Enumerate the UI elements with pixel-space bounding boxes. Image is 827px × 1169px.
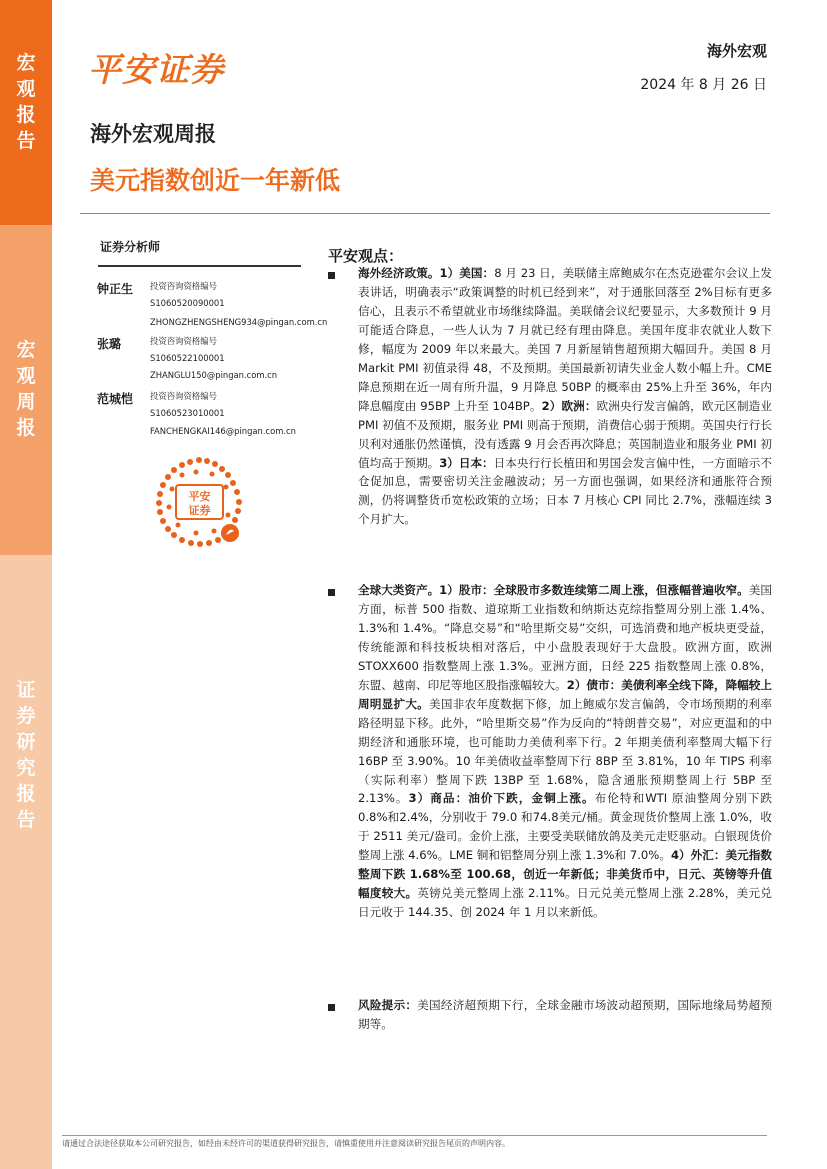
- report-title: 美元指数创近一年新低: [90, 166, 341, 195]
- view-global-assets: [358, 581, 772, 922]
- analyst-name: 张璐: [97, 337, 122, 351]
- cert-label: 投资咨询资格编号: [150, 336, 217, 346]
- view-lead: 3）商品：油价下跌，金铜上涨。: [408, 791, 595, 806]
- sidebar-report-class: [0, 555, 52, 1169]
- view-risk: [358, 996, 772, 1034]
- analyst-name: 范城恺: [97, 392, 134, 406]
- view-text: 美国经济超预期下行，全球金融市场波动超预期，国际地缘局势超预期等。: [358, 998, 772, 1031]
- header-divider: [80, 213, 770, 214]
- cert-number: S1060520090001: [150, 298, 225, 308]
- qr-label-top: 平安: [188, 490, 211, 503]
- footer-divider: [62, 1135, 767, 1136]
- qr-code[interactable]: [152, 455, 247, 550]
- sidebar-report-series: [0, 225, 52, 555]
- view-lead: 2）债市：美债利率全线下降，降幅较上周明显扩大。: [358, 677, 772, 711]
- view-text: 英镑兑美元整周上涨 2.11%。日元兑美元整周上涨 2.28%，美元兑日元收于 144.35、创 2024 年 1 月以来新低。: [358, 886, 772, 920]
- sidebar-label-3: 证 券 研 究 报 告: [16, 679, 36, 831]
- company-logo: 平安证券: [88, 50, 224, 89]
- analyst-name: 钟正生: [97, 282, 134, 296]
- footer-disclaimer: 请通过合法途径获取本公司研究报告，如经由未经许可的渠道获得研究报告，请慎重使用并注意阅读研究报告尾页的声明内容。: [62, 1139, 510, 1148]
- analyst-email[interactable]: FANCHENGKAI146@pingan.com.cn: [150, 426, 296, 436]
- analysts-heading: 证券分析师: [100, 240, 161, 254]
- view-text: 日本央行行长植田和男国会发言偏中性，一方面暗示不仓促加息，需要密切关注金融波动；另一方面也强调，如果经济和通胀符合预测，仍将调整货币宽松政策的立场；日本 7 月核心 CPI 同比 2.7%，涨幅连续 3 个月扩大。: [358, 455, 772, 527]
- analysts-divider: [98, 265, 301, 267]
- view-lead: 2）欧洲：: [541, 398, 597, 413]
- bullet-marker: [328, 272, 335, 279]
- bullet-marker: [328, 1004, 335, 1011]
- report-category: 海外宏观: [706, 42, 767, 60]
- view-text: 美国方面，标普 500 指数、道琼斯工业指数和纳斯达克综指整周分别上涨 1.4%、1.3%和 1.4%。“降息交易”和“哈里斯交易”交织，可选消费和地产板块更受益，传统能源和科技板块相对落后，中小盘股表现好于大盘股。欧洲方面，欧洲 STOXX600 指数整周上涨 1.3%。亚洲方面，日经 225 指数整周上涨 0.8%，东盟、越南、印尼等地区股指涨幅较大。: [358, 583, 772, 692]
- sidebar-report-type: [0, 0, 52, 225]
- view-text: 布伦特和WTI 原油整周分别下跌 0.8%和2.4%，分别收于 79.0 和74.8美元/桶。黄金现货价整周上涨 1.0%，收于 2511 美元/盎司。金价上涨，主要受美联储放鸽及美元走贬驱动。白银现货价整周上涨 4.6%。LME 铜和铝整周分别上涨 1.3%和 7.0%。: [358, 791, 772, 863]
- qr-label-bottom: 证券: [188, 504, 211, 517]
- bullet-marker: [328, 589, 335, 596]
- views-heading: 平安观点：: [328, 247, 404, 265]
- cert-label: 投资咨询资格编号: [150, 281, 217, 291]
- view-text: 欧洲央行发言偏鸽，欧元区制造业 PMI 初值不及预期，服务业 PMI 则高于预期，消费信心弱于预期。英国央行行长贝利对通胀仍然谨慎，没有透露 9 月会否再次降息；英国制造业和服务业 PMI 初值均高于预期。: [358, 398, 772, 470]
- sidebar: [0, 0, 52, 1169]
- cert-number: S1060523010001: [150, 408, 225, 418]
- view-economic-policy: [358, 264, 772, 529]
- view-lead: 4）外汇：美元指数整周下跌 1.68%至 100.68，创近一年新低；非美货币中，日元、英镑等升值幅度较大。: [358, 848, 772, 901]
- report-date: 2024 年 8 月 26 日: [640, 77, 767, 93]
- cert-label: 投资咨询资格编号: [150, 391, 217, 401]
- sidebar-label-1: 宏 观 报 告: [16, 52, 36, 152]
- cert-number: S1060522100001: [150, 353, 225, 363]
- analyst-email[interactable]: ZHANGLU150@pingan.com.cn: [150, 370, 278, 380]
- report-subtitle: 海外宏观周报: [90, 122, 216, 146]
- view-lead: 全球大类资产。1）股市：全球股市多数连续第二周上涨，但涨幅普遍收窄。: [358, 583, 749, 597]
- view-lead: 海外经济政策。1）美国：: [358, 266, 495, 280]
- view-text: 8 月 23 日，美联储主席鲍威尔在杰克逊霍尔会议上发表讲话，明确表示“政策调整的时机已经到来”，对于通胀回落至 2%目标有更多信心，且表示不希望就业市场继续降温。美联储会议纪要显示，大多数预计 9 月可能适合降息，一些人认为 7 月就已经有理由降息。美国年度非农就业人数下修，幅度为 2009 年以来最大。美国 7 月新屋销售超预期大幅回升。美国 8 月 Markit PMI 初值录得 48，不及预期。美国最新初请失业金人数小幅上升。CME 降息预期在近一周有所升温，9 月降息 50BP 的概率由 25%上升至 36%，年内降息幅度由 95BP 上升至 104BP。: [358, 266, 772, 413]
- analyst-email[interactable]: ZHONGZHENGSHENG934@pingan.com.cn: [150, 317, 328, 327]
- view-text: 美国非农年度数据下修，加上鲍威尔发言偏鸽，令市场预期的利率路径明显下移。此外，“哈里斯交易”作为反向的“特朗普交易”，对应更温和的中期经济和通胀环境，也可能助力美债利率下行。2 年期美债利率整周大幅下行 16BP 至 3.90%。10 年美债收益率整周下行 8BP 至 3.81%，10 年 TIPS 利率（实际利率）整周下跌 13BP 至 1.68%，隐含通胀预期整周上行 5BP 至 2.13%。: [358, 696, 772, 806]
- view-lead: 风险提示：: [358, 998, 418, 1012]
- view-lead: 3）日本：: [439, 455, 494, 470]
- sidebar-label-2: 宏 观 周 报: [16, 339, 36, 439]
